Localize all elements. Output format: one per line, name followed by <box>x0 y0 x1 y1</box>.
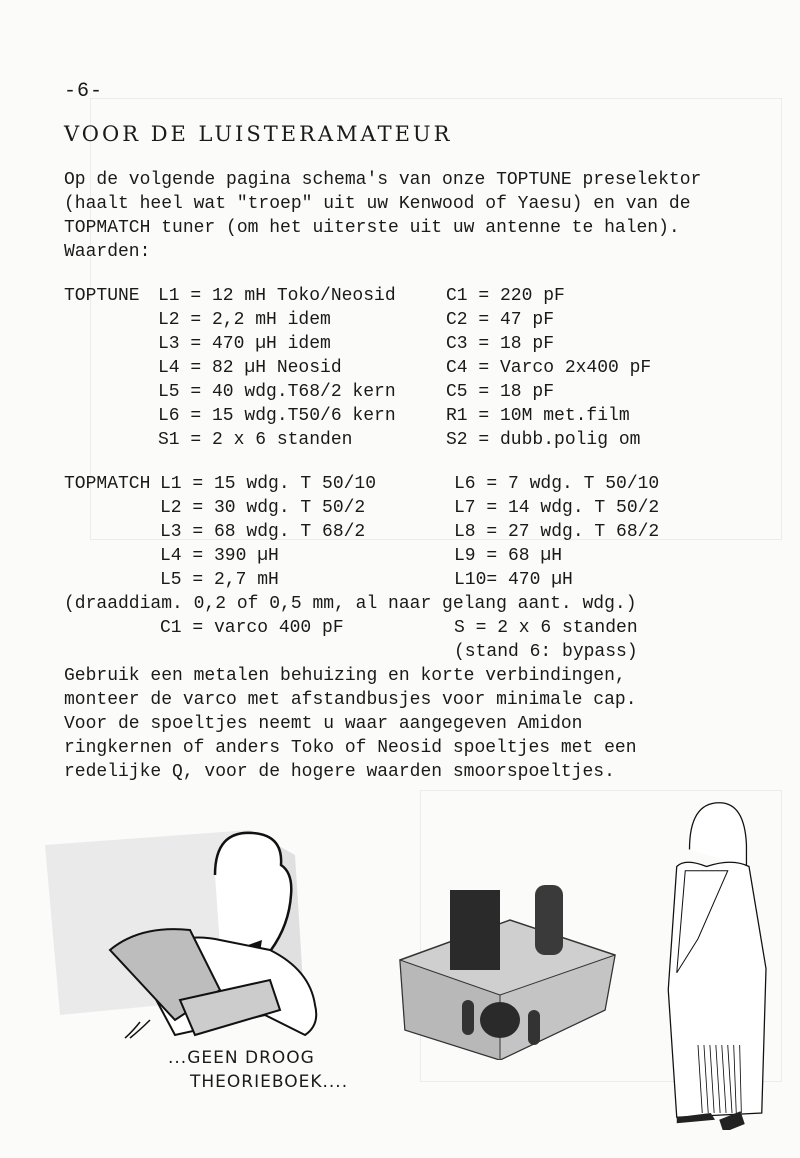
advice-line: Voor de spoeltjes neemt u waar aangegeven Amidon <box>64 714 583 734</box>
part-value: L2 = 30 wdg. T 50/2 <box>160 498 366 518</box>
part-value: L8 = 27 wdg. T 68/2 <box>454 522 660 542</box>
intro-line: (haalt heel wat "troep" uit uw Kenwood of Yaesu) en van de <box>64 194 691 214</box>
intro-paragraph <box>64 168 794 264</box>
caption-line: ...GEEN DROOG <box>168 1048 315 1068</box>
part-value: L2 = 2,2 mH idem <box>158 310 331 330</box>
part-value: L1 = 15 wdg. T 50/10 <box>160 474 377 494</box>
part-value: L5 = 2,7 mH <box>160 570 279 590</box>
intro-line: Waarden: <box>64 242 151 262</box>
advice-line: monteer de varco met afstandbusjes voor minimale cap. <box>64 690 637 710</box>
part-value: C2 = 47 pF <box>446 310 555 330</box>
parts-row <box>64 616 794 640</box>
part-value: C4 = Varco 2x400 pF <box>446 358 652 378</box>
cartoon-bearded-professor-icon <box>650 790 780 1130</box>
text-column <box>64 168 794 784</box>
cartoon-caption <box>168 1046 348 1094</box>
part-value: L10= 470 µH <box>454 570 573 590</box>
topmatch-label: TOPMATCH <box>64 474 151 494</box>
topmatch-parts-list <box>64 472 794 592</box>
part-value: L1 = 12 mH Toko/Neosid <box>158 286 396 306</box>
part-value: L4 = 82 µH Neosid <box>158 358 342 378</box>
part-value: R1 = 10M met.film <box>446 406 630 426</box>
part-value: L6 = 15 wdg.T50/6 kern <box>158 406 396 426</box>
advice-line: ringkernen of anders Toko of Neosid spoeltjes met een <box>64 738 637 758</box>
part-value: C1 = varco 400 pF <box>160 618 344 638</box>
advice-line: Gebruik een metalen behuizing en korte verbindingen, <box>64 666 626 686</box>
part-value: L7 = 14 wdg. T 50/2 <box>454 498 660 518</box>
cartoon-man-pouring-book-icon <box>40 800 340 1040</box>
part-value: S = 2 x 6 standen <box>454 618 638 638</box>
toptune-parts-list <box>64 284 794 452</box>
part-value: L3 = 68 wdg. T 68/2 <box>160 522 366 542</box>
page-title: VOOR DE LUISTERAMATEUR <box>64 122 453 146</box>
caption-line: THEORIEBOEK.... <box>190 1072 349 1092</box>
page-number: -6- <box>64 80 104 103</box>
advice-line: redelijke Q, voor de hogere waarden smoorspoeltjes. <box>64 762 615 782</box>
part-value: S1 = 2 x 6 standen <box>158 430 353 450</box>
tube-radio-chassis-icon <box>390 860 630 1060</box>
part-value: L5 = 40 wdg.T68/2 kern <box>158 382 396 402</box>
part-value: L6 = 7 wdg. T 50/10 <box>454 474 660 494</box>
toptune-label: TOPTUNE <box>64 286 140 306</box>
part-value: C5 = 18 pF <box>446 382 555 402</box>
advice-paragraph <box>64 664 794 784</box>
bypass-note: (stand 6: bypass) <box>454 642 638 662</box>
intro-line: TOPMATCH tuner (om het uiterste uit uw antenne te halen). <box>64 218 680 238</box>
wire-diameter-note: (draaddiam. 0,2 of 0,5 mm, al naar gelang aant. wdg.) <box>64 594 637 614</box>
part-value: L3 = 470 µH idem <box>158 334 331 354</box>
intro-line: Op de volgende pagina schema's van onze TOPTUNE preselektor <box>64 170 702 190</box>
part-value: L9 = 68 µH <box>454 546 563 566</box>
part-value: S2 = dubb.polig om <box>446 430 641 450</box>
part-value: L4 = 390 µH <box>160 546 279 566</box>
part-value: C1 = 220 pF <box>446 286 565 306</box>
part-value: C3 = 18 pF <box>446 334 555 354</box>
